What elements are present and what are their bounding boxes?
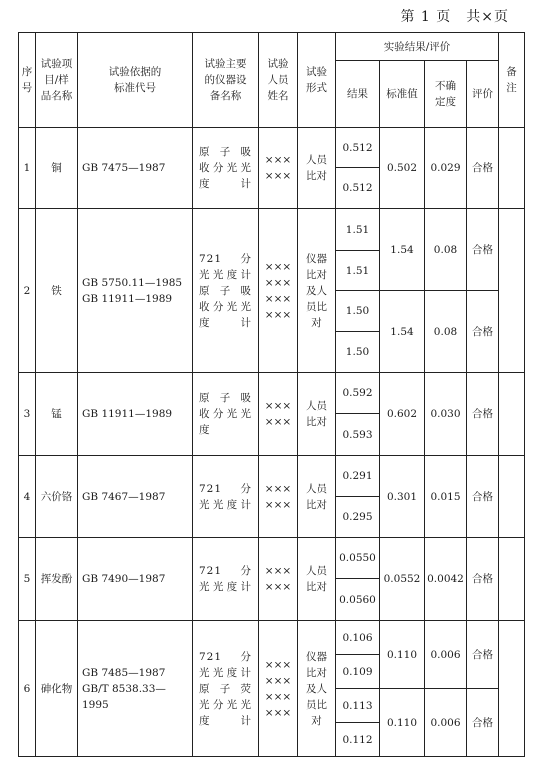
cell-evaluation: 合格 [467, 538, 499, 621]
cell-seq: 6 [19, 621, 36, 757]
cell-result: 1.50 [336, 291, 380, 332]
cell-evaluation: 合格 [467, 689, 499, 757]
cell-result: 0.512 [336, 128, 380, 168]
test-results-table [18, 32, 525, 757]
header-persons: 试验 人员 姓名 [259, 33, 298, 128]
cell-item: 铁 [36, 209, 78, 373]
cell-result: 0.593 [336, 414, 380, 456]
cell-instrument: 721 分 光光度计 原子吸 收分光光 度计 [193, 209, 259, 373]
cell-result: 0.106 [336, 621, 380, 655]
cell-evaluation: 合格 [467, 128, 499, 209]
cell-result: 0.109 [336, 655, 380, 689]
cell-persons: ××× ××× ××× ××× [259, 621, 298, 757]
cell-persons: ××× ××× [259, 128, 298, 209]
cell-standard: GB 7485—1987 GB/T 8538.33—1995 [78, 621, 193, 757]
cell-result: 1.51 [336, 251, 380, 291]
cell-evaluation: 合格 [467, 373, 499, 456]
cell-seq: 5 [19, 538, 36, 621]
cell-standard: GB 7475—1987 [78, 128, 193, 209]
cell-std-value: 0.110 [380, 689, 425, 757]
cell-uncertainty: 0.08 [425, 291, 467, 373]
header-remark: 备 注 [499, 33, 525, 128]
header-standard: 试验依据的 标准代号 [78, 33, 193, 128]
cell-result: 1.50 [336, 332, 380, 373]
cell-result: 0.295 [336, 497, 380, 538]
cell-item: 砷化物 [36, 621, 78, 757]
cell-uncertainty: 0.006 [425, 689, 467, 757]
cell-persons: ××× ××× ××× ××× [259, 209, 298, 373]
cell-std-value: 0.110 [380, 621, 425, 689]
cell-std-value: 0.301 [380, 456, 425, 538]
cell-standard: GB 7467—1987 [78, 456, 193, 538]
cell-result: 1.51 [336, 209, 380, 251]
cell-item: 铜 [36, 128, 78, 209]
header-instrument: 试验主要 的仪器设 备名称 [193, 33, 259, 128]
cell-remark [499, 373, 525, 456]
cell-result: 0.512 [336, 168, 380, 209]
cell-persons: ××× ××× [259, 538, 298, 621]
header-result: 结果 [336, 61, 380, 128]
cell-instrument: 原子吸 收分光光 度计 [193, 128, 259, 209]
cell-mode: 人员 比对 [298, 128, 336, 209]
cell-seq: 1 [19, 128, 36, 209]
cell-uncertainty: 0.015 [425, 456, 467, 538]
cell-item: 挥发酚 [36, 538, 78, 621]
cell-instrument: 721 分 光光度计 [193, 456, 259, 538]
cell-uncertainty: 0.029 [425, 128, 467, 209]
cell-result: 0.0560 [336, 579, 380, 621]
table-row [19, 128, 525, 168]
header-evaluation: 评价 [467, 61, 499, 128]
cell-remark [499, 538, 525, 621]
cell-standard: GB 7490—1987 [78, 538, 193, 621]
cell-std-value: 1.54 [380, 209, 425, 291]
cell-mode: 人员 比对 [298, 373, 336, 456]
cell-evaluation: 合格 [467, 291, 499, 373]
cell-seq: 2 [19, 209, 36, 373]
cell-result: 0.291 [336, 456, 380, 497]
cell-remark [499, 621, 525, 757]
table-row [19, 621, 525, 655]
cell-standard: GB 5750.11—1985 GB 11911—1989 [78, 209, 193, 373]
cell-std-value: 1.54 [380, 291, 425, 373]
cell-mode: 人员 比对 [298, 538, 336, 621]
cell-instrument: 721 分 光光度计 [193, 538, 259, 621]
cell-evaluation: 合格 [467, 621, 499, 689]
table-row [19, 209, 525, 251]
cell-mode: 仪器 比对 及人 员比 对 [298, 209, 336, 373]
header-mode: 试验 形式 [298, 33, 336, 128]
cell-remark [499, 209, 525, 373]
header-item: 试验项 目/样 品名称 [36, 33, 78, 128]
cell-result: 0.592 [336, 373, 380, 414]
cell-remark [499, 128, 525, 209]
cell-std-value: 0.602 [380, 373, 425, 456]
cell-instrument: 原子吸 收分光光 度 [193, 373, 259, 456]
cell-uncertainty: 0.0042 [425, 538, 467, 621]
cell-persons: ××× ××× [259, 373, 298, 456]
cell-std-value: 0.0552 [380, 538, 425, 621]
cell-item: 锰 [36, 373, 78, 456]
cell-instrument: 721 分 光光度计 原子荧 光分光光 度计 [193, 621, 259, 757]
cell-uncertainty: 0.030 [425, 373, 467, 456]
cell-seq: 4 [19, 456, 36, 538]
cell-remark [499, 456, 525, 538]
cell-uncertainty: 0.08 [425, 209, 467, 291]
cell-uncertainty: 0.006 [425, 621, 467, 689]
header-seq: 序 号 [19, 33, 36, 128]
cell-evaluation: 合格 [467, 456, 499, 538]
header-std-value: 标准值 [380, 61, 425, 128]
table-row [19, 456, 525, 497]
cell-mode: 仪器 比对 及人 员比 对 [298, 621, 336, 757]
cell-seq: 3 [19, 373, 36, 456]
table-row [19, 373, 525, 414]
header-uncertainty: 不确 定度 [425, 61, 467, 128]
header-results-group: 实验结果/评价 [336, 33, 499, 61]
cell-item: 六价铬 [36, 456, 78, 538]
cell-evaluation: 合格 [467, 209, 499, 291]
cell-result: 0.113 [336, 689, 380, 723]
cell-standard: GB 11911—1989 [78, 373, 193, 456]
cell-mode: 人员 比对 [298, 456, 336, 538]
cell-std-value: 0.502 [380, 128, 425, 209]
page-number-header: 第 1 页 共×页 [400, 9, 509, 25]
table-row [19, 538, 525, 579]
cell-result: 0.112 [336, 723, 380, 757]
cell-result: 0.0550 [336, 538, 380, 579]
cell-persons: ××× ××× [259, 456, 298, 538]
